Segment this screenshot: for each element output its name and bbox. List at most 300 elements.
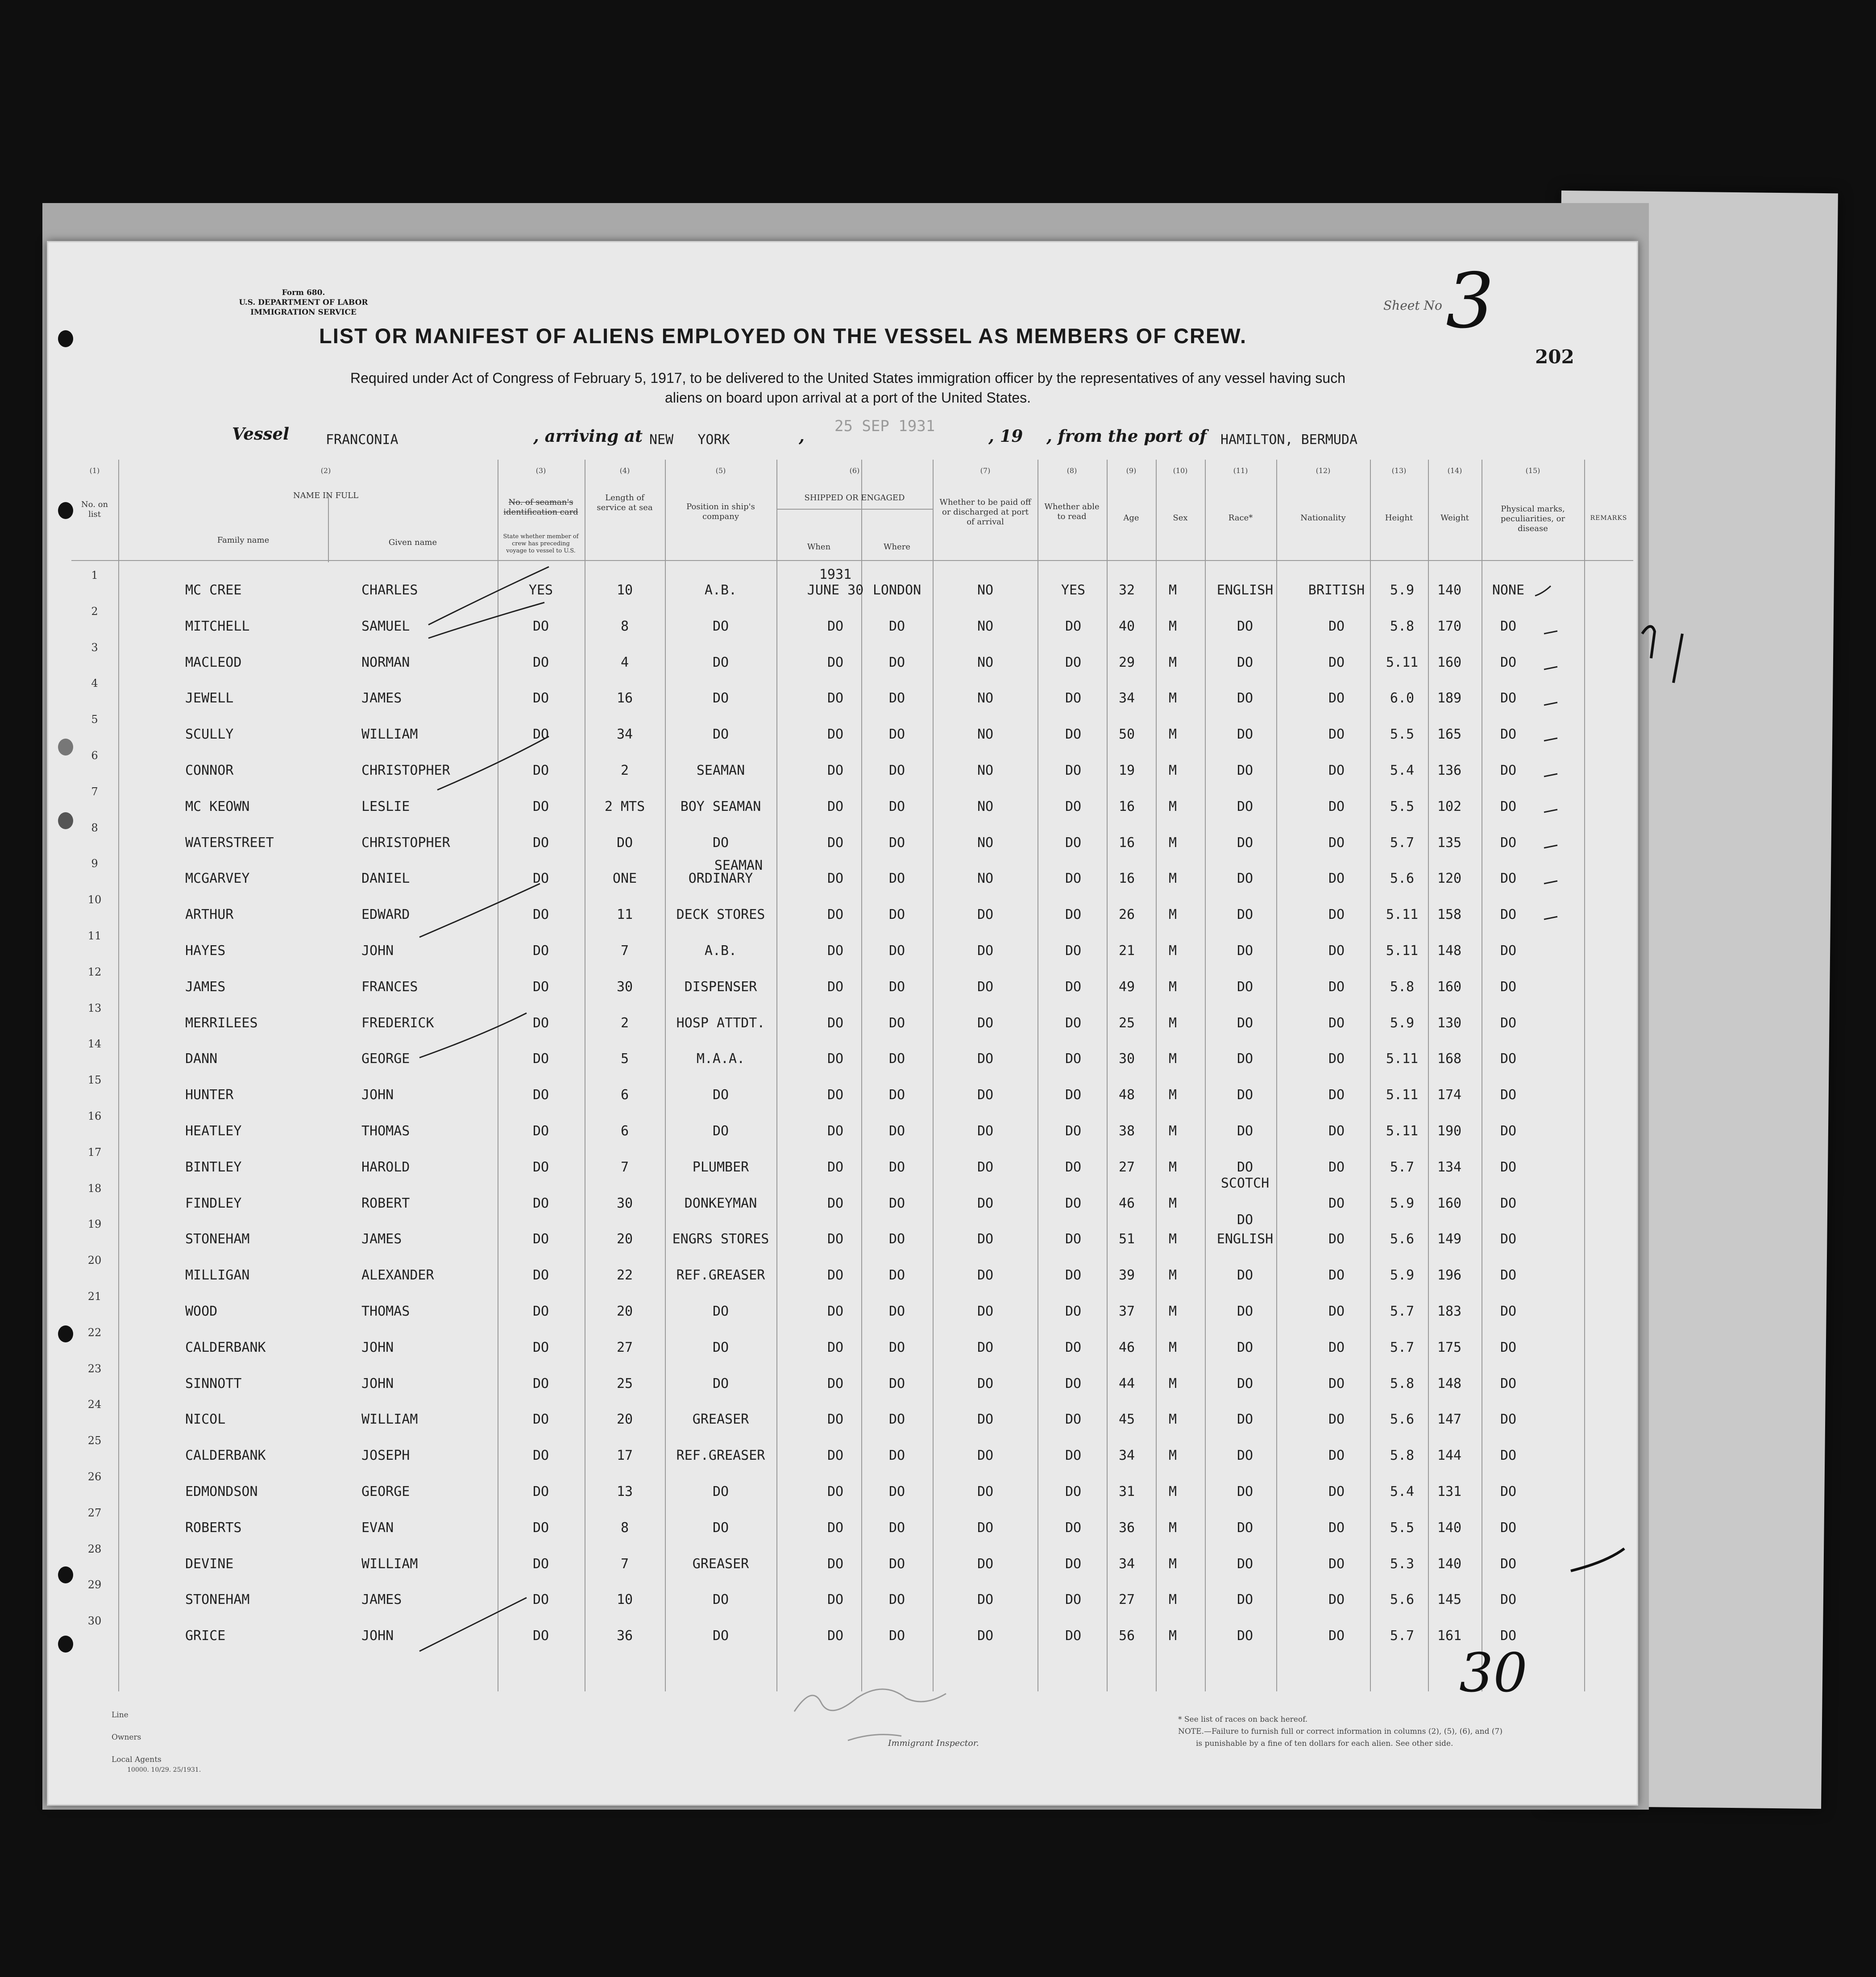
cell-when: DO xyxy=(827,798,844,814)
cell-position: DO xyxy=(712,1123,729,1139)
cell-weight: 144 xyxy=(1437,1448,1462,1464)
cell-position: M.A.A. xyxy=(696,1051,745,1067)
cell-age: 37 xyxy=(1118,1304,1135,1319)
cell-race: DO xyxy=(1237,1159,1253,1175)
cell-height: 5.7 xyxy=(1390,1628,1415,1644)
cell-height: 5.11 xyxy=(1386,1051,1419,1067)
cell-marks: DO xyxy=(1500,871,1517,887)
cell-family: GRICE xyxy=(185,1628,226,1644)
cell-paid: NO xyxy=(977,727,994,743)
arriving-comma: , xyxy=(799,426,805,446)
cell-where: DO xyxy=(888,1628,905,1644)
cell-family: ROBERTS xyxy=(185,1520,242,1536)
cell-height: 5.11 xyxy=(1386,943,1419,959)
cell-card: DO xyxy=(532,907,549,923)
cell-sex: M xyxy=(1168,1339,1177,1355)
cell-height: 5.7 xyxy=(1390,835,1415,851)
cell-no: 22 xyxy=(87,1326,102,1339)
cell-card: DO xyxy=(532,654,549,670)
cell-card: DO xyxy=(532,1304,549,1319)
cell-card: DO xyxy=(532,1375,549,1391)
cell-read: DO xyxy=(1065,1520,1082,1536)
cell-sex: M xyxy=(1168,1592,1177,1608)
cell-paid: NO xyxy=(977,871,994,887)
cell-given: ALEXANDER xyxy=(361,1267,434,1283)
cell-family: SCULLY xyxy=(185,727,234,743)
cell-weight: 148 xyxy=(1437,1375,1462,1391)
cell-paid: DO xyxy=(977,1375,994,1391)
cell-paid: DO xyxy=(977,1267,994,1283)
col-height: Height xyxy=(1385,513,1413,523)
sheet-number: 3 xyxy=(1446,257,1494,345)
cell-height: 5.9 xyxy=(1390,1195,1415,1211)
cell-paid: DO xyxy=(977,1556,994,1572)
cell-family: MITCHELL xyxy=(185,618,250,634)
col-paid-off: Whether to be paid off or discharged at port of arrival xyxy=(939,498,1031,527)
cell-card: DO xyxy=(532,1520,549,1536)
cell-height: 5.9 xyxy=(1390,1015,1415,1031)
cell-where: DO xyxy=(888,654,905,670)
col-able-read: Whether able to read xyxy=(1044,502,1100,521)
cell-marks: DO xyxy=(1500,618,1517,634)
cell-position: REF.GREASER xyxy=(676,1267,765,1283)
cell-where: DO xyxy=(888,1556,905,1572)
cell-when: DO xyxy=(827,907,844,923)
cell-no: 1 xyxy=(91,569,98,581)
cell-no: 4 xyxy=(91,677,98,690)
cell-card: DO xyxy=(532,1123,549,1139)
cell-race: DO xyxy=(1237,1484,1253,1499)
col-age: Age xyxy=(1123,513,1139,523)
cell-card: DO xyxy=(532,1339,549,1355)
cell-nat: DO xyxy=(1328,1375,1345,1391)
cell-no: 10 xyxy=(87,893,102,906)
cell-position: DO xyxy=(712,727,729,743)
cell-given: JOSEPH xyxy=(361,1448,410,1464)
cell-service: 34 xyxy=(616,727,633,743)
cell-card: DO xyxy=(532,1195,549,1211)
cell-service: 10 xyxy=(616,582,633,598)
cell-marks: DO xyxy=(1500,690,1517,706)
row9-position-top: SEAMAN xyxy=(714,858,763,873)
cell-service: 30 xyxy=(616,1195,633,1211)
cell-given: LESLIE xyxy=(361,798,410,814)
cell-read: DO xyxy=(1065,1556,1082,1572)
cell-height: 5.8 xyxy=(1390,618,1415,634)
cell-weight: 170 xyxy=(1437,618,1462,634)
cell-nat: DO xyxy=(1328,1412,1345,1428)
page-number: 202 xyxy=(1535,346,1574,368)
cell-no: 26 xyxy=(87,1470,102,1483)
cell-weight: 140 xyxy=(1437,582,1462,598)
cell-given: HAROLD xyxy=(361,1159,410,1175)
cell-when: DO xyxy=(827,835,844,851)
cell-card: DO xyxy=(532,763,549,778)
cell-where: DO xyxy=(888,1267,905,1283)
cell-race: DO xyxy=(1237,654,1253,670)
cell-sex: M xyxy=(1168,654,1177,670)
cell-race: DO xyxy=(1237,871,1253,887)
cell-family: HUNTER xyxy=(185,1087,234,1103)
cell-paid: DO xyxy=(977,943,994,959)
cell-weight: 130 xyxy=(1437,1015,1462,1031)
cell-height: 5.6 xyxy=(1390,1592,1415,1608)
cell-service: 20 xyxy=(616,1304,633,1319)
cell-family: MC CREE xyxy=(185,582,242,598)
cell-given: NORMAN xyxy=(361,654,410,670)
cell-service: 6 xyxy=(620,1087,629,1103)
col-num-5: (5) xyxy=(715,466,726,475)
cell-sex: M xyxy=(1168,1556,1177,1572)
cell-weight: 147 xyxy=(1437,1412,1462,1428)
cell-marks: DO xyxy=(1500,1448,1517,1464)
cell-where: DO xyxy=(888,1448,905,1464)
cell-age: 34 xyxy=(1118,1448,1135,1464)
cell-no: 6 xyxy=(91,749,98,762)
cell-marks: DO xyxy=(1500,1628,1517,1644)
cell-weight: 160 xyxy=(1437,979,1462,995)
col-length-service: Length of service at sea xyxy=(597,493,653,512)
cell-age: 32 xyxy=(1118,582,1135,598)
cell-read: DO xyxy=(1065,1304,1082,1319)
owners-label: Owners xyxy=(112,1733,141,1742)
cell-read: DO xyxy=(1065,1267,1082,1283)
cell-race: DO xyxy=(1237,1520,1253,1536)
cell-age: 27 xyxy=(1118,1159,1135,1175)
cell-when: DO xyxy=(827,871,844,887)
cell-given: CHARLES xyxy=(361,582,418,598)
cell-nat: DO xyxy=(1328,1484,1345,1499)
department-name: U.S. DEPARTMENT OF LABOR xyxy=(239,298,368,307)
cell-sex: M xyxy=(1168,618,1177,634)
col-remarks: REMARKS xyxy=(1590,515,1627,522)
subtitle-line-1: Required under Act of Congress of February 5, 1917, to be delivered to the United States immigration officer by the representatives of any vessel having such xyxy=(350,370,1345,386)
cell-marks: DO xyxy=(1500,1412,1517,1428)
cell-paid: DO xyxy=(977,1015,994,1031)
from-port: HAMILTON, BERMUDA xyxy=(1220,432,1358,448)
cell-service: 2 xyxy=(620,763,629,778)
cell-height: 5.5 xyxy=(1390,727,1415,743)
cell-where: DO xyxy=(888,1231,905,1247)
cell-service: 25 xyxy=(616,1375,633,1391)
cell-weight: 165 xyxy=(1437,727,1462,743)
cell-sex: M xyxy=(1168,1448,1177,1464)
cell-marks: DO xyxy=(1500,727,1517,743)
cell-sex: M xyxy=(1168,1087,1177,1103)
cell-sex: M xyxy=(1168,727,1177,743)
cell-service: 6 xyxy=(620,1123,629,1139)
cell-position: DO xyxy=(712,1375,729,1391)
cell-no: 17 xyxy=(87,1146,102,1159)
cell-age: 25 xyxy=(1118,1015,1135,1031)
cell-position: A.B. xyxy=(704,943,737,959)
cell-age: 46 xyxy=(1118,1339,1135,1355)
cell-position: DO xyxy=(712,1484,729,1499)
cell-service: DO xyxy=(616,835,633,851)
cell-given: CHRISTOPHER xyxy=(361,763,450,778)
cell-family: DANN xyxy=(185,1051,218,1067)
cell-nat: DO xyxy=(1328,1628,1345,1644)
cell-where: DO xyxy=(888,798,905,814)
cell-when: DO xyxy=(827,979,844,995)
cell-no: 24 xyxy=(87,1398,102,1411)
cell-position: SEAMAN xyxy=(696,763,745,778)
cell-nat: DO xyxy=(1328,1123,1345,1139)
cell-position: PLUMBER xyxy=(692,1159,749,1175)
cell-race: DO xyxy=(1237,618,1253,634)
cell-race: DO xyxy=(1237,798,1253,814)
cell-service: 11 xyxy=(616,907,633,923)
cell-card: DO xyxy=(532,618,549,634)
cell-nat: DO xyxy=(1328,1051,1345,1067)
col-given-name: Given name xyxy=(388,538,437,547)
cell-read: DO xyxy=(1065,618,1082,634)
cell-family: DEVINE xyxy=(185,1556,234,1572)
cell-card: DO xyxy=(532,1412,549,1428)
cell-height: 6.0 xyxy=(1390,690,1415,706)
cell-nat: DO xyxy=(1328,1231,1345,1247)
from-port-label: , from the port of xyxy=(1046,426,1207,446)
cell-card: DO xyxy=(532,835,549,851)
cell-position: DO xyxy=(712,1087,729,1103)
cell-nat: DO xyxy=(1328,1087,1345,1103)
cell-weight: 120 xyxy=(1437,871,1462,887)
cell-nat: BRITISH xyxy=(1308,582,1365,598)
cell-given: ROBERT xyxy=(361,1195,410,1211)
cell-race: DO xyxy=(1237,763,1253,778)
cell-when: DO xyxy=(827,763,844,778)
col-num-6: (6) xyxy=(849,466,860,475)
col-num-3: (3) xyxy=(535,466,546,475)
cell-family: MERRILEES xyxy=(185,1015,258,1031)
total-count: 30 xyxy=(1459,1642,1527,1704)
cell-height: 5.11 xyxy=(1386,1087,1419,1103)
col-num-12: (12) xyxy=(1316,466,1331,475)
cell-race: SCOTCH xyxy=(1220,1175,1270,1191)
cell-when: DO xyxy=(827,727,844,743)
cell-paid: DO xyxy=(977,1231,994,1247)
cell-sex: M xyxy=(1168,690,1177,706)
cell-weight: 135 xyxy=(1437,835,1462,851)
cell-marks: DO xyxy=(1500,1375,1517,1391)
cell-service: 8 xyxy=(620,1520,629,1536)
cell-age: 45 xyxy=(1118,1412,1135,1428)
cell-no: 15 xyxy=(87,1074,102,1087)
col-weight: Weight xyxy=(1440,513,1469,523)
cell-service: 13 xyxy=(616,1484,633,1499)
cell-position: DECK STORES xyxy=(676,907,765,923)
cell-race: DO xyxy=(1237,1051,1253,1067)
cell-no: 3 xyxy=(91,641,98,654)
cell-where: DO xyxy=(888,763,905,778)
cell-family: HAYES xyxy=(185,943,226,959)
cell-race: DO xyxy=(1237,727,1253,743)
service-name: IMMIGRATION SERVICE xyxy=(250,308,357,317)
col-race: Race* xyxy=(1228,513,1253,523)
cell-height: 5.11 xyxy=(1386,1123,1419,1139)
cell-read: DO xyxy=(1065,907,1082,923)
cell-position: DONKEYMAN xyxy=(684,1195,757,1211)
cell-nat: DO xyxy=(1328,763,1345,778)
cell-read: DO xyxy=(1065,1123,1082,1139)
cell-paid: NO xyxy=(977,690,994,706)
cell-read: DO xyxy=(1065,979,1082,995)
cell-when: DO xyxy=(827,1195,844,1211)
cell-height: 5.9 xyxy=(1390,1267,1415,1283)
cell-weight: 102 xyxy=(1437,798,1462,814)
cell-where: DO xyxy=(888,690,905,706)
cell-age: 36 xyxy=(1118,1520,1135,1536)
cell-card: DO xyxy=(532,1087,549,1103)
cell-family: WATERSTREET xyxy=(185,835,274,851)
cell-race: ENGLISH xyxy=(1216,582,1274,598)
cell-when: DO xyxy=(827,1231,844,1247)
cell-service: 7 xyxy=(620,1556,629,1572)
cell-where: DO xyxy=(888,907,905,923)
cell-card: DO xyxy=(532,1159,549,1175)
col-num-7: (7) xyxy=(980,466,991,475)
cell-family: BINTLEY xyxy=(185,1159,242,1175)
cell-where: DO xyxy=(888,727,905,743)
cell-sex: M xyxy=(1168,1051,1177,1067)
cell-sex: M xyxy=(1168,943,1177,959)
date-stamp: 25 SEP 1931 xyxy=(834,417,935,435)
cell-family: MC KEOWN xyxy=(185,798,250,814)
cell-family: EDMONDSON xyxy=(185,1484,258,1499)
cell-given: CHRISTOPHER xyxy=(361,835,450,851)
col-num-15: (15) xyxy=(1525,466,1540,475)
cell-nat: DO xyxy=(1328,907,1345,923)
cell-service: 20 xyxy=(616,1231,633,1247)
cell-where: DO xyxy=(888,1592,905,1608)
cell-read: DO xyxy=(1065,1087,1082,1103)
cell-family: ARTHUR xyxy=(185,907,234,923)
cell-height: 5.6 xyxy=(1390,1231,1415,1247)
cell-marks: DO xyxy=(1500,1051,1517,1067)
cell-card: DO xyxy=(532,1628,549,1644)
cell-service: 7 xyxy=(620,1159,629,1175)
cell-family: CALDERBANK xyxy=(185,1448,266,1464)
cell-weight: 148 xyxy=(1437,943,1462,959)
cell-read: DO xyxy=(1065,1628,1082,1644)
cell-card: DO xyxy=(532,690,549,706)
cell-when: DO xyxy=(827,654,844,670)
cell-where: DO xyxy=(888,1520,905,1536)
cell-height: 5.7 xyxy=(1390,1339,1415,1355)
cell-height: 5.5 xyxy=(1390,1520,1415,1536)
cell-position: A.B. xyxy=(704,582,737,598)
cell-when: JUNE 30 xyxy=(807,582,864,598)
cell-read: DO xyxy=(1065,871,1082,887)
cell-where: DO xyxy=(888,1015,905,1031)
cell-height: 5.7 xyxy=(1390,1159,1415,1175)
cell-given: THOMAS xyxy=(361,1304,410,1319)
cell-marks: DO xyxy=(1500,979,1517,995)
cell-card: DO xyxy=(532,1592,549,1608)
cell-sex: M xyxy=(1168,907,1177,923)
cell-race: DO xyxy=(1237,1628,1253,1644)
cell-age: 34 xyxy=(1118,690,1135,706)
cell-sex: M xyxy=(1168,835,1177,851)
cell-when: DO xyxy=(827,618,844,634)
cell-paid: DO xyxy=(977,1592,994,1608)
cell-height: 5.5 xyxy=(1390,798,1415,814)
cell-family: STONEHAM xyxy=(185,1231,250,1247)
cell-nat: DO xyxy=(1328,798,1345,814)
cell-when: DO xyxy=(827,1087,844,1103)
cell-age: 27 xyxy=(1118,1592,1135,1608)
col-num-1: (1) xyxy=(89,466,100,475)
cell-paid: DO xyxy=(977,1159,994,1175)
cell-marks: DO xyxy=(1500,763,1517,778)
cell-nat: DO xyxy=(1328,1015,1345,1031)
cell-marks: DO xyxy=(1500,798,1517,814)
cell-paid: NO xyxy=(977,618,994,634)
col-seaman-card: No. of seaman's identification card xyxy=(503,498,578,517)
cell-read: DO xyxy=(1065,763,1082,778)
cell-weight: 168 xyxy=(1437,1051,1462,1067)
cell-where: LONDON xyxy=(872,582,921,598)
cell-when: DO xyxy=(827,1412,844,1428)
cell-sex: M xyxy=(1168,1375,1177,1391)
line-label: Line xyxy=(112,1711,129,1719)
cell-position: DO xyxy=(712,1628,729,1644)
cell-paid: DO xyxy=(977,1448,994,1464)
cell-height: 5.4 xyxy=(1390,1484,1415,1499)
cell-read: DO xyxy=(1065,1448,1082,1464)
cell-given: GEORGE xyxy=(361,1051,410,1067)
cell-family: MILLIGAN xyxy=(185,1267,250,1283)
col-num-11: (11) xyxy=(1233,466,1248,475)
cell-height: 5.8 xyxy=(1390,1448,1415,1464)
cell-sex: M xyxy=(1168,763,1177,778)
cell-height: 5.3 xyxy=(1390,1556,1415,1572)
cell-paid: DO xyxy=(977,1087,994,1103)
cell-given: JAMES xyxy=(361,690,402,706)
cell-no: 7 xyxy=(91,785,98,798)
cell-read: DO xyxy=(1065,1159,1082,1175)
cell-height: 5.9 xyxy=(1390,582,1415,598)
cell-weight: 131 xyxy=(1437,1484,1462,1499)
cell-when: DO xyxy=(827,1123,844,1139)
cell-height: 5.6 xyxy=(1390,1412,1415,1428)
cell-race: DO xyxy=(1237,690,1253,706)
cell-position: GREASER xyxy=(692,1556,749,1572)
col-num-13: (13) xyxy=(1391,466,1407,475)
cell-weight: 174 xyxy=(1437,1087,1462,1103)
cell-height: 5.4 xyxy=(1390,763,1415,778)
cell-weight: 175 xyxy=(1437,1339,1462,1355)
cell-card: DO xyxy=(532,1556,549,1572)
cell-where: DO xyxy=(888,1051,905,1067)
cell-weight: 145 xyxy=(1437,1592,1462,1608)
cell-service: 22 xyxy=(616,1267,633,1283)
cell-nat: DO xyxy=(1328,727,1345,743)
local-agents-label: Local Agents xyxy=(112,1755,162,1764)
cell-nat: DO xyxy=(1328,1159,1345,1175)
cell-where: DO xyxy=(888,1339,905,1355)
cell-nat: DO xyxy=(1328,979,1345,995)
cell-race: DO xyxy=(1237,1123,1253,1139)
col-nationality: Nationality xyxy=(1300,513,1346,523)
cell-marks: NONE xyxy=(1492,582,1525,598)
cell-paid: DO xyxy=(977,1304,994,1319)
cell-no: 14 xyxy=(87,1038,102,1051)
cell-family: STONEHAM xyxy=(185,1592,250,1608)
cell-position: ENGRS STORES xyxy=(672,1231,769,1247)
cell-age: 56 xyxy=(1118,1628,1135,1644)
cell-position: DO xyxy=(712,618,729,634)
